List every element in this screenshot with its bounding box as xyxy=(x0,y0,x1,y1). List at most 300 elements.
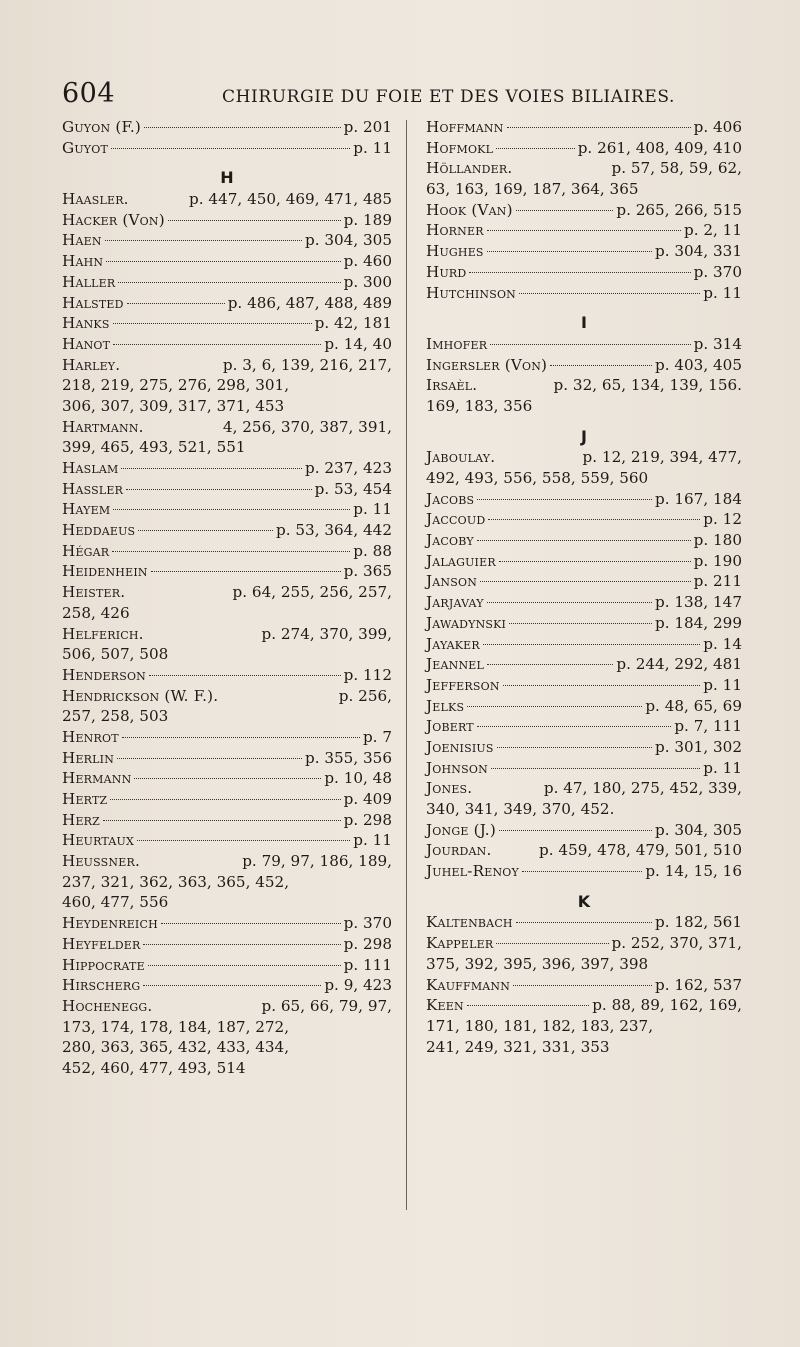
entry-name: Jaccoud xyxy=(426,510,486,529)
index-entry xyxy=(62,230,392,251)
entry-line xyxy=(426,283,742,304)
index-entry xyxy=(426,509,742,530)
entry-name: Henderson xyxy=(62,665,147,684)
index-entry xyxy=(426,758,742,779)
dot-leader xyxy=(516,922,652,923)
entry-line xyxy=(62,117,392,138)
entry-pages: p. 53, 364, 442 xyxy=(276,521,392,540)
dot-leader xyxy=(499,830,652,831)
entry-pages: p. 460 xyxy=(343,252,392,271)
entry-name: Heister. xyxy=(62,583,126,602)
entry-name: Imhofer xyxy=(426,334,488,353)
section-letter: J xyxy=(581,426,587,446)
entry-pages: p. 112 xyxy=(343,665,392,684)
entry-line xyxy=(62,727,392,748)
index-entry xyxy=(62,975,392,996)
entry-line xyxy=(62,541,392,562)
entry-line xyxy=(62,665,392,686)
dot-leader xyxy=(491,768,700,769)
entry-pages-continued: 171, 180, 181, 182, 183, 237, xyxy=(426,1016,654,1035)
entry-line xyxy=(426,592,742,613)
entry-name: Hartmann. xyxy=(62,417,144,436)
entry-pages: p. 304, 305 xyxy=(654,820,742,839)
dot-leader xyxy=(103,820,341,821)
entry-pages: p. 12, 219, 394, 477, xyxy=(582,448,742,467)
index-entry xyxy=(426,138,742,159)
entry-line xyxy=(426,933,742,954)
entry-name: Hofmokl xyxy=(426,138,494,157)
index-entry xyxy=(426,634,742,655)
dot-leader xyxy=(105,240,302,241)
index-entry xyxy=(62,189,392,210)
index-entry xyxy=(62,851,392,913)
entry-pages-continued: 506, 507, 508 xyxy=(62,645,169,664)
index-entry xyxy=(62,138,392,159)
entry-pages: p. 10, 48 xyxy=(324,769,392,788)
entry-name: Heurtaux xyxy=(62,831,135,850)
entry-pages: p. 138, 147 xyxy=(654,593,742,612)
entry-name: Harley. xyxy=(62,355,121,374)
entry-pages: p. 365 xyxy=(343,562,392,581)
entry-pages: p. 11 xyxy=(353,500,392,519)
entry-pages: p. 406 xyxy=(693,118,742,136)
entry-pages: p. 7 xyxy=(362,727,392,746)
entry-pages: p. 2, 11 xyxy=(683,221,742,240)
entry-line xyxy=(62,748,392,769)
entry-name: Hutchinson xyxy=(426,283,517,302)
entry-name: Hahn xyxy=(62,252,104,271)
entry-pages-continued: 63, 163, 169, 187, 364, 365 xyxy=(426,180,639,199)
entry-name: Jeannel xyxy=(426,655,485,674)
entry-name: Herz xyxy=(62,810,100,829)
entry-line xyxy=(62,355,392,376)
entry-pages-continued: 173, 174, 178, 184, 187, 272, xyxy=(62,1017,290,1036)
running-title: CHIRURGIE DU FOIE ET DES VOIES BILIAIRES. xyxy=(222,87,675,107)
entry-line xyxy=(426,696,742,717)
entry-pages: p. 447, 450, 469, 471, 485 xyxy=(189,190,392,209)
entry-name: Jaboulay. xyxy=(426,448,496,467)
entry-line xyxy=(426,509,742,530)
index-entry xyxy=(62,313,392,334)
index-entry xyxy=(426,592,742,613)
entry-name: Hertz xyxy=(62,790,108,808)
dot-leader xyxy=(483,644,700,645)
entry-name: Jacoby xyxy=(426,531,474,550)
entry-pages: 4, 256, 370, 387, 391, xyxy=(222,417,392,436)
dot-leader xyxy=(487,251,652,252)
index-entry xyxy=(62,272,392,293)
index-entry xyxy=(426,613,742,634)
index-entry xyxy=(62,499,392,520)
index-entry xyxy=(62,913,392,934)
entry-pages: p. 301, 302 xyxy=(654,737,742,756)
entry-pages: p. 237, 423 xyxy=(304,459,392,477)
dot-leader xyxy=(111,148,350,149)
entry-line xyxy=(62,334,392,355)
entry-pages: p. 355, 356 xyxy=(304,748,392,767)
index-entry xyxy=(426,696,742,717)
section-letter: H xyxy=(220,168,234,188)
entry-line xyxy=(62,686,392,707)
dot-leader xyxy=(550,365,652,366)
entry-name: Kappeler xyxy=(426,934,494,953)
dot-leader xyxy=(121,468,302,469)
entry-pages: p. 201 xyxy=(343,118,392,136)
entry-name: Kauffmann xyxy=(426,975,511,994)
index-entry xyxy=(426,530,742,551)
entry-pages-continued: 306, 307, 309, 317, 371, 453 xyxy=(62,396,285,415)
index-entry xyxy=(62,582,392,623)
index-entry xyxy=(62,210,392,231)
entry-line xyxy=(62,520,392,541)
index-entry xyxy=(426,283,742,304)
entry-pages-continued: 492, 493, 556, 558, 559, 560 xyxy=(426,469,649,487)
entry-name: Höllander. xyxy=(426,159,513,178)
entry-name: Jayaker xyxy=(426,634,480,653)
entry-line xyxy=(62,417,392,438)
entry-pages-continued: 237, 321, 362, 363, 365, 452, xyxy=(62,872,290,891)
index-entry xyxy=(426,220,742,241)
entry-name: Heddaeus xyxy=(62,521,136,540)
entry-line xyxy=(62,138,392,159)
entry-pages: p. 184, 299 xyxy=(654,613,742,632)
index-entry xyxy=(62,748,392,769)
entry-line xyxy=(426,912,742,933)
entry-line xyxy=(426,861,742,882)
entry-pages: p. 298 xyxy=(343,934,392,953)
entry-pages: p. 32, 65, 134, 139, 156. xyxy=(553,376,742,395)
entry-name: Juhel-Renoy xyxy=(426,862,519,881)
entry-name: Hanot xyxy=(62,334,111,353)
entry-name: Jonge (J.) xyxy=(426,820,496,839)
section-gap xyxy=(426,417,742,427)
entry-pages: p. 3, 6, 139, 216, 217, xyxy=(222,355,392,374)
entry-line xyxy=(62,582,392,603)
index-entry xyxy=(426,820,742,841)
index-entry xyxy=(62,686,392,727)
entry-name: Heydenreich xyxy=(62,914,158,933)
index-entry xyxy=(62,789,392,810)
entry-line xyxy=(62,272,392,293)
entry-line xyxy=(426,158,742,179)
dot-leader xyxy=(112,551,350,552)
dot-leader xyxy=(148,965,341,966)
entry-line xyxy=(426,716,742,737)
entry-line xyxy=(62,210,392,231)
entry-pages: p. 370 xyxy=(693,262,742,281)
entry-pages: p. 64, 255, 256, 257, xyxy=(232,583,392,602)
entry-name: Jones. xyxy=(426,779,473,798)
entry-line xyxy=(426,117,742,138)
entry-line xyxy=(426,262,742,283)
section-gap xyxy=(62,158,392,168)
entry-line xyxy=(62,851,392,872)
dot-leader xyxy=(143,944,340,945)
entry-name: Hanks xyxy=(62,314,110,333)
dot-leader xyxy=(113,344,321,345)
index-entry xyxy=(62,334,392,355)
entry-name: Keen xyxy=(426,996,464,1015)
page-number: 604 xyxy=(62,78,116,109)
entry-pages-continued: 280, 363, 365, 432, 433, 434, xyxy=(62,1038,290,1057)
entry-name: Ingersler (Von) xyxy=(426,355,548,374)
dot-leader xyxy=(507,127,691,128)
entry-line xyxy=(426,840,742,861)
index-entry xyxy=(62,665,392,686)
dot-leader xyxy=(113,323,312,324)
index-entry xyxy=(426,840,742,861)
index-entry xyxy=(426,571,742,592)
entry-pages: p. 252, 370, 371, xyxy=(611,934,742,953)
entry-pages: p. 14 xyxy=(703,634,742,653)
entry-line xyxy=(426,551,742,572)
section-gap xyxy=(426,303,742,313)
index-entry xyxy=(62,830,392,851)
entry-name: Jalaguier xyxy=(426,551,496,570)
entry-name: Jobert xyxy=(426,717,474,736)
entry-pages: p. 11 xyxy=(703,758,742,777)
index-entry xyxy=(62,727,392,748)
index-entry xyxy=(426,375,742,416)
dot-leader xyxy=(113,509,350,510)
index-entry xyxy=(62,117,392,138)
dot-leader xyxy=(487,664,613,665)
entry-pages-continued: 375, 392, 395, 396, 397, 398 xyxy=(426,954,649,973)
entry-pages: p. 304, 305 xyxy=(304,231,392,250)
entry-name: Halsted xyxy=(62,293,124,312)
index-entry xyxy=(62,955,392,976)
entry-name: Haasler. xyxy=(62,190,129,209)
entry-name: Henrot xyxy=(62,727,119,746)
entry-pages: p. 256, xyxy=(338,686,392,705)
entry-name: Jefferson xyxy=(426,675,500,694)
index-entry xyxy=(426,675,742,696)
entry-name: Horner xyxy=(426,221,484,240)
section-letter: I xyxy=(581,313,587,333)
dot-leader xyxy=(469,272,690,273)
index-entry xyxy=(426,778,742,819)
entry-pages: p. 298 xyxy=(343,810,392,829)
index-entry xyxy=(62,934,392,955)
entry-pages: p. 274, 370, 399, xyxy=(261,624,392,643)
dot-leader xyxy=(480,581,691,582)
entry-pages: p. 65, 66, 79, 97, xyxy=(261,996,392,1015)
entry-line xyxy=(62,251,392,272)
entry-pages: p. 11 xyxy=(703,283,742,302)
entry-pages: p. 48, 65, 69 xyxy=(645,696,742,715)
entry-name: Guyot xyxy=(62,138,109,157)
entry-name: Heussner. xyxy=(62,852,140,871)
dot-leader xyxy=(467,1005,589,1006)
index-entry xyxy=(62,293,392,314)
entry-name: Hook (Van) xyxy=(426,200,513,219)
entry-pages: p. 167, 184 xyxy=(654,489,742,508)
section-letter: K xyxy=(577,891,591,911)
entry-name: Hendrickson (W. F.). xyxy=(62,686,219,705)
entry-name: Jourdan. xyxy=(426,841,492,860)
entry-name: Hughes xyxy=(426,242,484,261)
entry-pages: p. 244, 292, 481 xyxy=(616,655,742,674)
index-column-right xyxy=(426,117,742,1057)
entry-line xyxy=(62,955,392,976)
entry-pages: p. 304, 331 xyxy=(654,242,742,261)
entry-pages: p. 14, 15, 16 xyxy=(645,862,742,881)
entry-line xyxy=(62,934,392,955)
dot-leader xyxy=(519,293,700,294)
index-entry xyxy=(62,624,392,665)
entry-pages-continued: 258, 426 xyxy=(62,603,130,622)
entry-line xyxy=(426,241,742,262)
entry-pages: p. 190 xyxy=(693,551,742,570)
entry-line xyxy=(62,768,392,789)
index-entry xyxy=(426,861,742,882)
entry-name: Hayem xyxy=(62,500,111,519)
index-entry xyxy=(426,489,742,510)
entry-line xyxy=(426,820,742,841)
entry-line xyxy=(62,810,392,831)
dot-leader xyxy=(144,127,341,128)
dot-leader xyxy=(149,675,341,676)
entry-line xyxy=(426,758,742,779)
entry-name: Joenisius xyxy=(426,737,494,756)
entry-pages: p. 9, 423 xyxy=(324,976,392,995)
entry-pages: p. 261, 408, 409, 410 xyxy=(577,138,742,157)
index-entry xyxy=(426,551,742,572)
entry-line xyxy=(62,830,392,851)
entry-name: Jacobs xyxy=(426,489,475,508)
index-entry xyxy=(426,933,742,974)
index-entry xyxy=(62,561,392,582)
entry-line xyxy=(62,913,392,934)
dot-leader xyxy=(516,210,614,211)
dot-leader xyxy=(496,148,575,149)
index-entry xyxy=(62,768,392,789)
entry-pages: p. 14, 40 xyxy=(324,334,392,353)
entry-pages: p. 409 xyxy=(343,790,392,808)
index-entry xyxy=(426,158,742,199)
entry-line xyxy=(62,479,392,500)
entry-pages: p. 11 xyxy=(353,831,392,850)
entry-name: Jawadynski xyxy=(426,613,507,632)
column-divider xyxy=(406,120,407,1210)
entry-name: Heyfelder xyxy=(62,934,141,953)
entry-line xyxy=(426,489,742,510)
entry-name: Haen xyxy=(62,231,102,250)
index-entry xyxy=(426,200,742,221)
dot-leader xyxy=(488,519,700,520)
index-entry xyxy=(426,912,742,933)
index-entry xyxy=(62,355,392,417)
entry-name: Hassler xyxy=(62,479,124,498)
entry-line xyxy=(426,355,742,376)
entry-line xyxy=(426,530,742,551)
entry-pages: p. 88 xyxy=(353,541,392,560)
dot-leader xyxy=(477,726,671,727)
entry-line xyxy=(62,789,392,810)
index-entry xyxy=(426,241,742,262)
entry-name: Hippocrate xyxy=(62,955,145,974)
dot-leader xyxy=(467,706,642,707)
dot-leader xyxy=(138,530,273,531)
entry-line xyxy=(62,975,392,996)
entry-pages: p. 180 xyxy=(693,531,742,550)
entry-line xyxy=(426,220,742,241)
entry-pages: p. 111 xyxy=(343,955,392,974)
entry-name: Irsaèl. xyxy=(426,376,478,395)
index-entry xyxy=(62,810,392,831)
dot-leader xyxy=(126,489,312,490)
entry-name: Haller xyxy=(62,272,116,291)
entry-name: Hacker (Von) xyxy=(62,210,165,229)
entry-pages: p. 88, 89, 162, 169, xyxy=(592,996,742,1015)
entry-pages: p. 57, 58, 59, 62, xyxy=(611,159,742,178)
index-entry xyxy=(426,975,742,996)
entry-line xyxy=(62,624,392,645)
dot-leader xyxy=(122,737,360,738)
dot-leader xyxy=(487,602,652,603)
entry-pages-continued: 257, 258, 503 xyxy=(62,707,169,726)
entry-pages-continued: 241, 249, 321, 331, 353 xyxy=(426,1037,610,1056)
dot-leader xyxy=(522,871,642,872)
dot-leader xyxy=(490,344,690,345)
entry-line xyxy=(426,375,742,396)
dot-leader xyxy=(499,561,691,562)
dot-leader xyxy=(106,261,340,262)
entry-name: Jelks xyxy=(426,696,465,715)
index-entry xyxy=(426,737,742,758)
dot-leader xyxy=(503,685,701,686)
entry-line xyxy=(426,334,742,355)
index-entry xyxy=(426,334,742,355)
entry-name: Herlin xyxy=(62,748,115,767)
entry-line xyxy=(426,975,742,996)
dot-leader xyxy=(137,840,350,841)
entry-pages: p. 53, 454 xyxy=(314,479,392,498)
entry-name: Hirscherg xyxy=(62,976,141,995)
entry-pages: p. 211 xyxy=(693,572,742,591)
entry-line xyxy=(426,654,742,675)
entry-name: Jarjavay xyxy=(426,593,484,612)
dot-leader xyxy=(117,758,302,759)
entry-line xyxy=(426,138,742,159)
dot-leader xyxy=(134,778,321,779)
entry-name: Kaltenbach xyxy=(426,913,513,932)
entry-line xyxy=(62,313,392,334)
dot-leader xyxy=(496,943,608,944)
entry-pages: p. 265, 266, 515 xyxy=(616,200,742,219)
entry-pages-continued: 218, 219, 275, 276, 298, 301, xyxy=(62,376,290,395)
index-entry xyxy=(426,716,742,737)
index-entry xyxy=(62,458,392,479)
entry-name: Janson xyxy=(426,572,478,591)
entry-line xyxy=(426,447,742,468)
section-gap xyxy=(426,882,742,892)
entry-name: Helferich. xyxy=(62,624,144,643)
entry-pages: p. 42, 181 xyxy=(314,314,392,333)
entry-name: Hoffmann xyxy=(426,118,504,136)
entry-name: Johnson xyxy=(426,758,488,777)
index-entry xyxy=(62,541,392,562)
dot-leader xyxy=(118,282,340,283)
entry-pages-continued: 460, 477, 556 xyxy=(62,893,169,912)
index-entry xyxy=(62,996,392,1079)
entry-pages: p. 370 xyxy=(343,914,392,933)
entry-pages: p. 486, 487, 488, 489 xyxy=(227,293,392,312)
dot-leader xyxy=(168,220,341,221)
index-entry xyxy=(62,417,392,458)
entry-line xyxy=(426,778,742,799)
entry-line xyxy=(62,561,392,582)
